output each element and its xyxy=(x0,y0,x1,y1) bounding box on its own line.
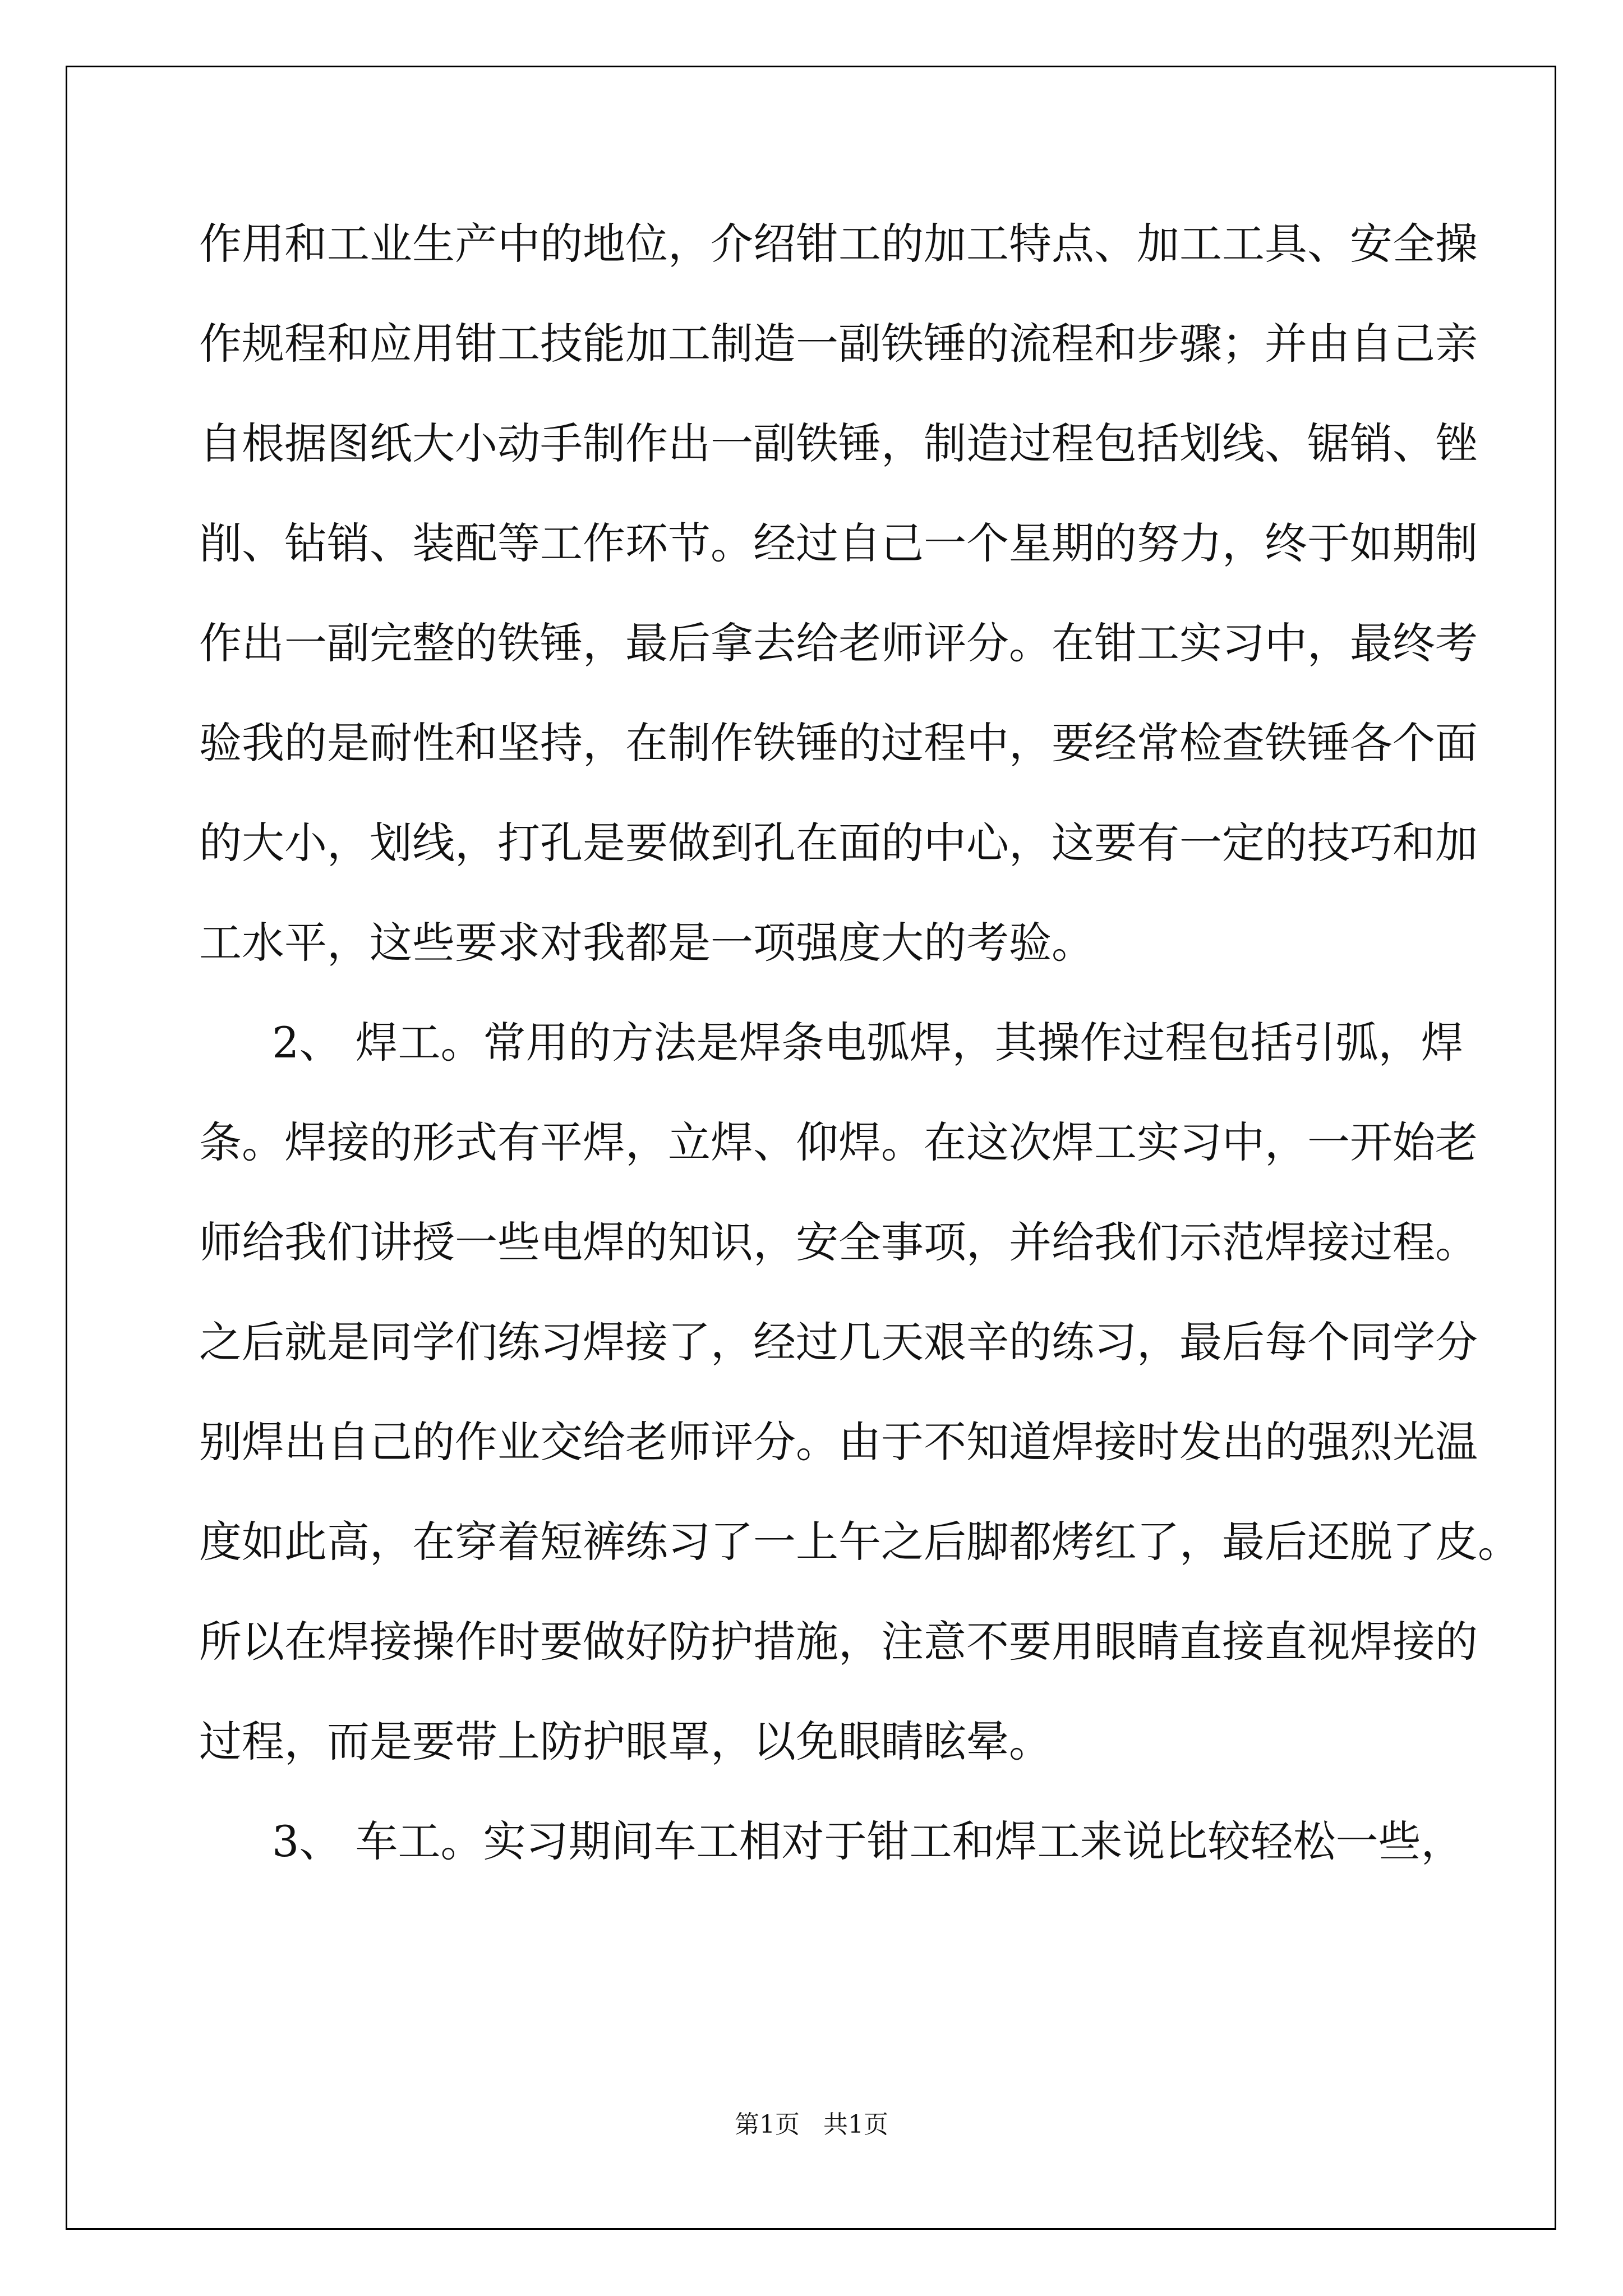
paragraph-line-17: 3、 车工。实习期间车工相对于钳工和焊工来说比较轻松一些， xyxy=(272,1816,1464,1866)
paragraph-line-7: 的大小，划线，打孔是要做到孔在面的中心，这要有一定的技巧和加 xyxy=(199,818,1478,868)
paragraph-line-13: 别焊出自己的作业交给老师评分。由于不知道焊接时发出的强烈光温 xyxy=(199,1417,1478,1467)
paragraph-line-3: 自根据图纸大小动手制作出一副铁锤，制造过程包括划线、锯销、锉 xyxy=(199,418,1478,468)
page-footer: 第1页 共1页 xyxy=(735,2110,888,2139)
paragraph-line-2: 作规程和应用钳工技能加工制造一副铁锤的流程和步骤；并由自己亲 xyxy=(199,319,1478,369)
paragraph-line-8: 工水平，这些要求对我都是一项强度大的考验。 xyxy=(199,918,1094,968)
paragraph-line-15: 所以在焊接操作时要做好防护措施，注意不要用眼睛直接直视焊接的 xyxy=(199,1617,1478,1667)
paragraph-line-16: 过程，而是要带上防护眼罩，以免眼睛眩晕。 xyxy=(199,1717,1052,1766)
paragraph-line-6: 验我的是耐性和坚持，在制作铁锤的过程中，要经常检查铁锤各个面 xyxy=(199,718,1478,768)
paragraph-line-9: 2、 焊工。常用的方法是焊条电弧焊，其操作过程包括引弧，焊 xyxy=(272,1018,1464,1068)
paragraph-line-12: 之后就是同学们练习焊接了，经过几天艰辛的练习，最后每个同学分 xyxy=(199,1317,1478,1367)
paragraph-line-10: 条。焊接的形式有平焊，立焊、仰焊。在这次焊工实习中，一开始老 xyxy=(199,1117,1478,1167)
paragraph-line-1: 作用和工业生产中的地位，介绍钳工的加工特点、加工工具、安全操 xyxy=(199,219,1478,269)
paragraph-line-5: 作出一副完整的铁锤，最后拿去给老师评分。在钳工实习中，最终考 xyxy=(199,618,1478,668)
paragraph-line-4: 削、钻销、装配等工作环节。经过自己一个星期的努力，终于如期制 xyxy=(199,518,1478,568)
paragraph-line-11: 师给我们讲授一些电焊的知识，安全事项，并给我们示范焊接过程。 xyxy=(199,1217,1478,1267)
paragraph-line-14: 度如此高，在穿着短裤练习了一上午之后脚都烤红了，最后还脱了皮。 xyxy=(199,1517,1520,1567)
